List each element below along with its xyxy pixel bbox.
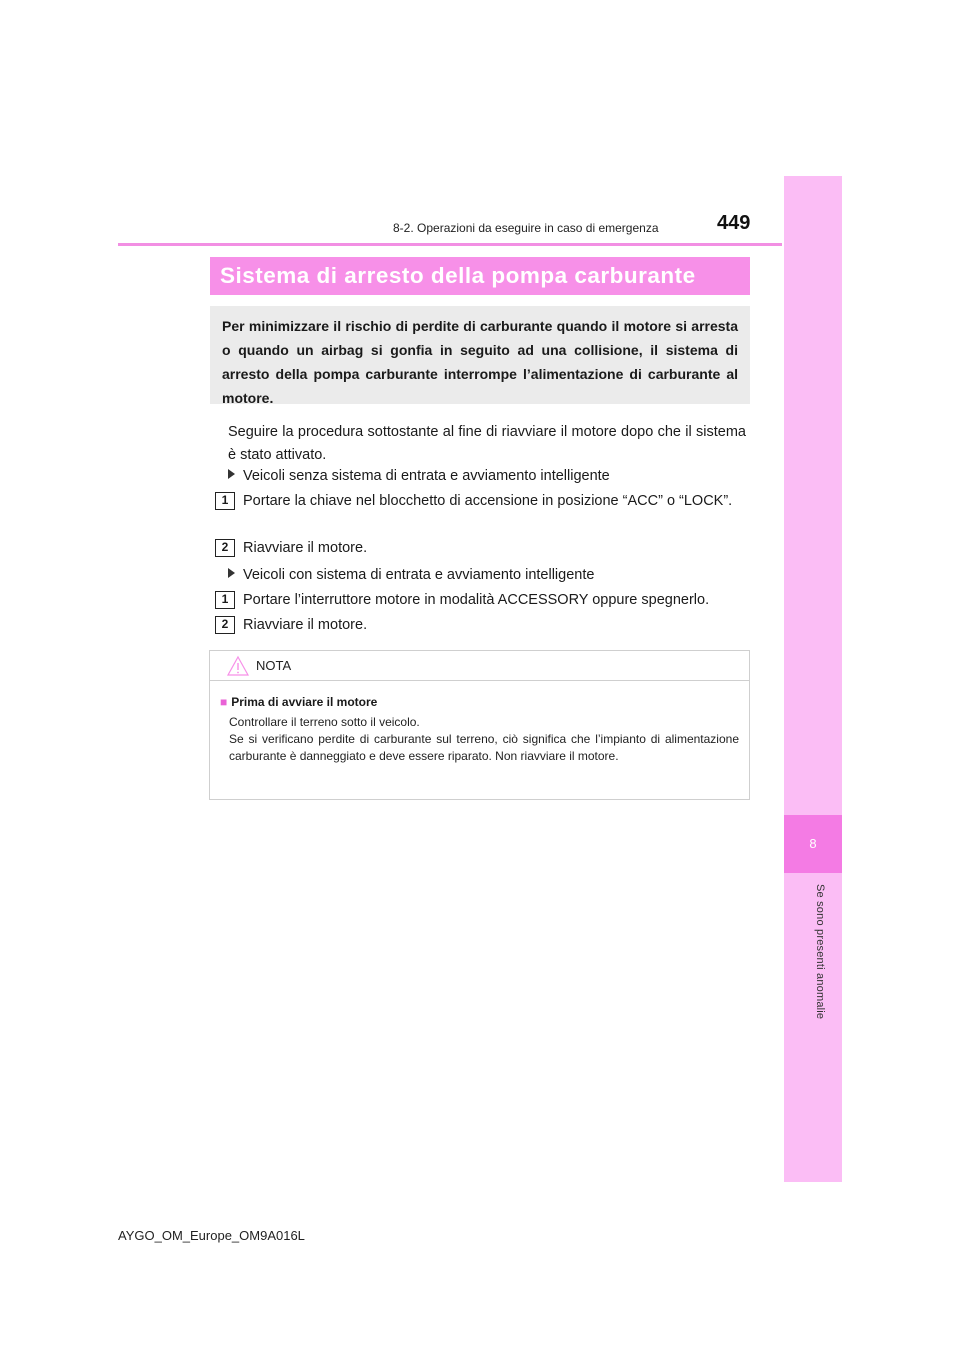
intro-text: Per minimizzare il rischio di perdite di carburante quando il motore si arresta o quando un airbag si gonfia in seguito ad una collisione, il sistema di arresto della pompa carburante interrompe l’alimentazione di carburante al motore. [222,318,738,406]
section-heading: Veicoli con sistema di entrata e avviamento intelligente [228,564,594,587]
square-bullet-icon: ■ [220,695,228,709]
warning-triangle-icon [226,655,250,682]
note-body: Controllare il terreno sotto il veicolo. Se si verificano perdite di carburante sul terreno, ciò significa che l’impianto di alimentazione carburante è danneggiato e deve essere riparato. Non riavviare il motore. [229,715,739,763]
step-number: 2 [215,539,235,557]
body-paragraph: Seguire la procedura sottostante al fine di riavviare il motore dopo che il sistema è stato attivato. [228,424,746,463]
step-text: Riavviare il motore. [243,617,368,633]
section-heading: Veicoli senza sistema di entrata e avviamento intelligente [228,465,610,488]
title-banner [210,257,750,295]
chapter-number: 8 [784,815,842,873]
triangle-bullet-icon [228,469,235,479]
document-code: AYGO_OM_Europe_OM9A016L [118,1228,305,1243]
intro-box [210,306,750,404]
note-heading: ■ Prima di avviare il motore [220,695,378,709]
step-text: Portare l’interruttore motore in modalità ACCESSORY oppure spegnerlo. [243,592,710,608]
step-number: 2 [215,616,235,634]
side-tab [784,176,842,1182]
step-number: 1 [215,591,235,609]
page-title: Sistema di arresto della pompa carburante [220,263,696,288]
note-box [209,650,750,800]
note-header [210,651,749,681]
step-number: 1 [215,492,235,510]
section-reference: 8-2. Operazioni da eseguire in caso di emergenza [393,221,659,235]
chapter-label: Se sono presenti anomalie [814,884,826,1020]
step-text: Portare la chiave nel blocchetto di accensione in posizione “ACC” o “LOCK”. [243,493,733,509]
header-divider [118,243,782,246]
note-title: NOTA [256,658,292,673]
page-number: 449 [717,212,751,234]
triangle-bullet-icon [228,568,235,578]
step-text: Riavviare il motore. [243,540,368,556]
